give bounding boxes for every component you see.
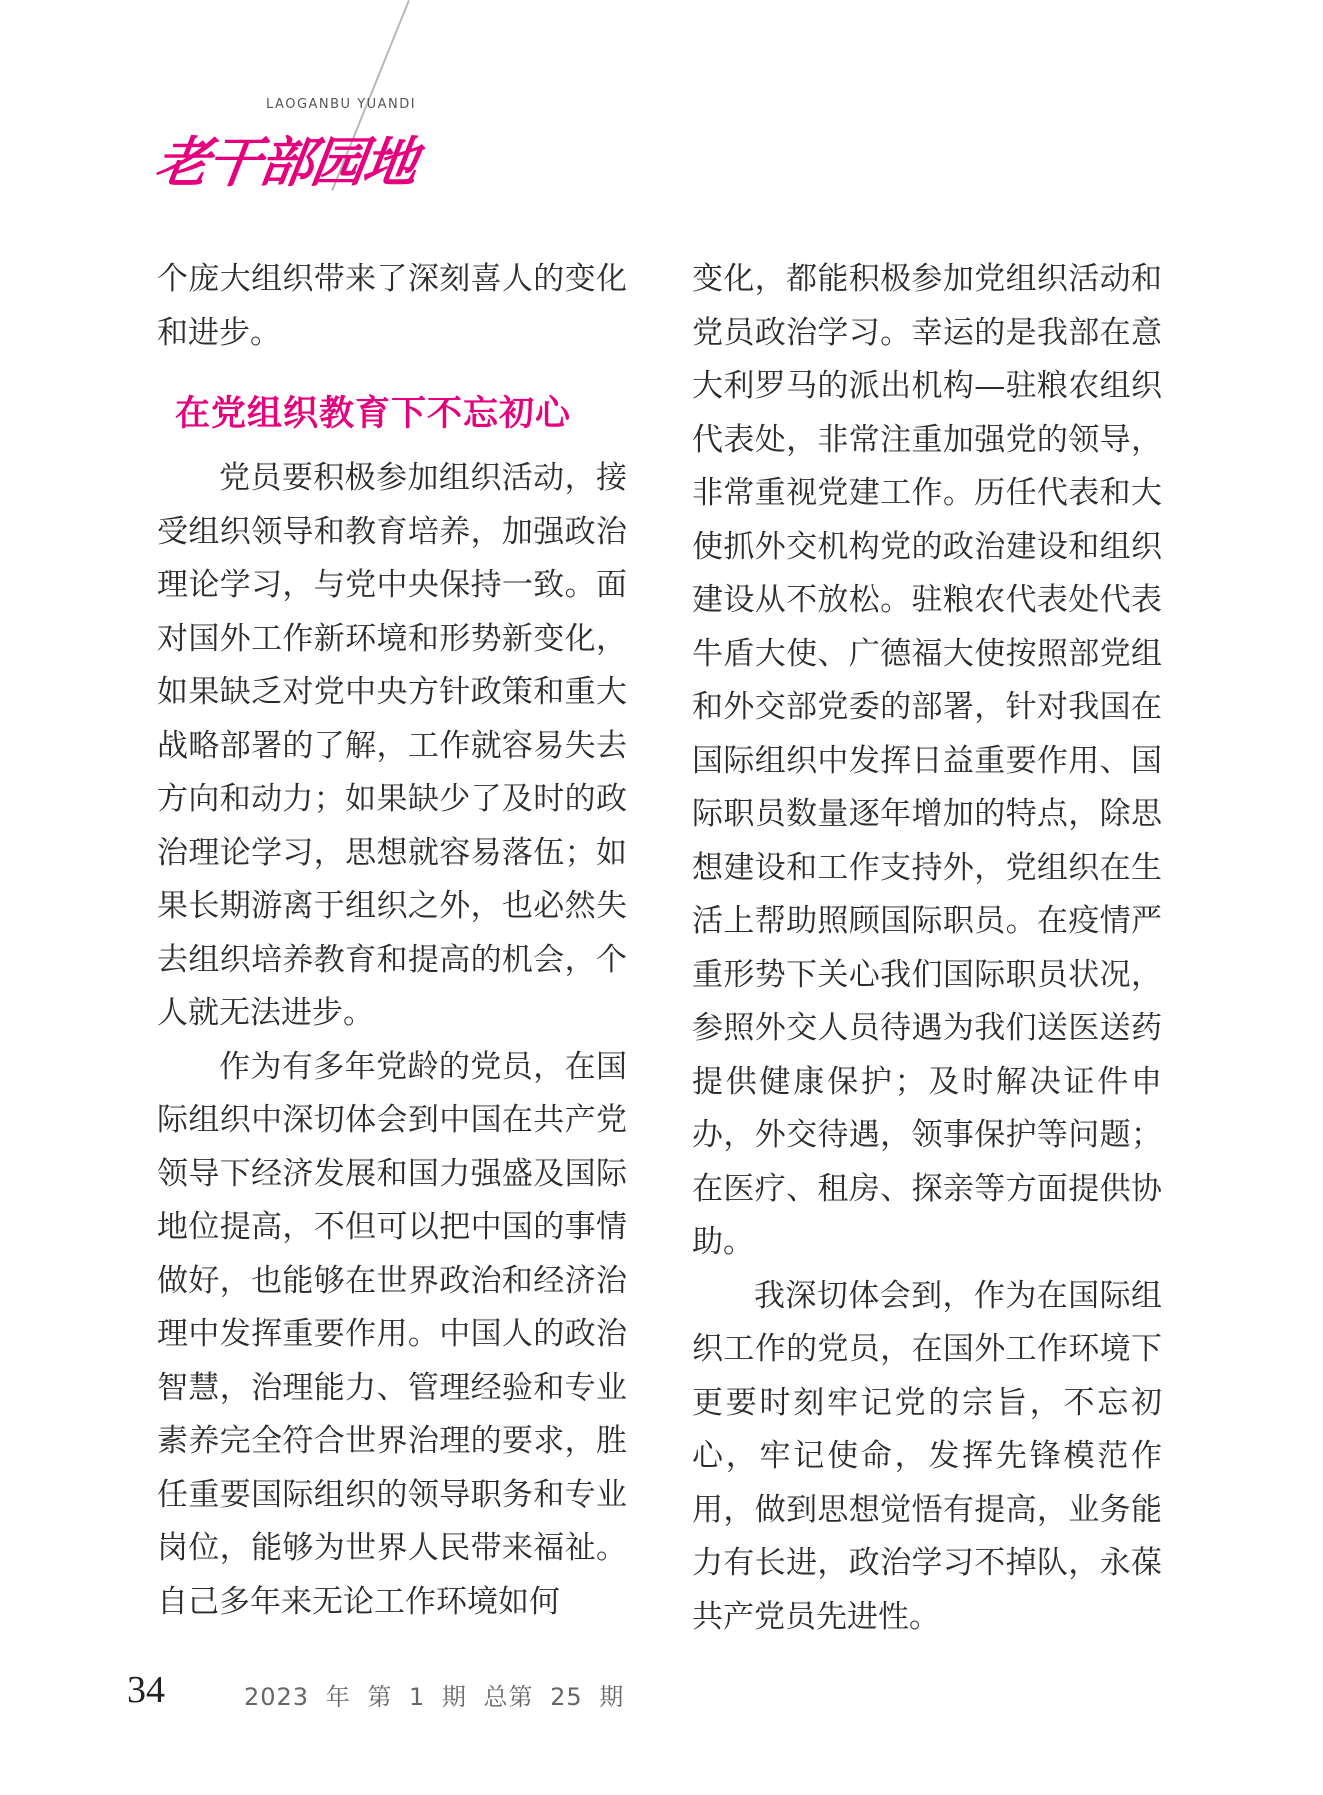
logo-english: LAOGANBU YUANDI (266, 97, 417, 112)
paragraph: 变化，都能积极参加党组织活动和党员政治学习。幸运的是我部在意大利罗马的派出机构—驻粮农组织代表处，非常注重加强党的领导，非常重视党建工作。历任代表和大使抓外交机构党的政治建设和组织建设从不放松。驻粮农代表处代表牛盾大使、广德福大使按照部党组和外交部党委的部署，针对我国在国际组织中发挥日益重要作用、国际职员数量逐年增加的特点，除思想建设和工作支持外，党组织在生活上帮助照顾国际职员。在疫情严重形势下关心我们国际职员状况，参照外交人员待遇为我们送医送药提供健康保护；及时解决证件申办，外交待遇，领事保护等问题；在医疗、租房、探亲等方面提供协助。 (692, 261, 1162, 1260)
left-column (157, 253, 627, 1629)
paragraph: 个庞大组织带来了深刻喜人的变化和进步。 (157, 261, 627, 351)
right-column (692, 253, 1162, 1644)
paragraph: 我深切体会到，作为在国际组织工作的党员，在国外工作环境下更要时刻牢记党的宗旨，不忘初心，牢记使命，发挥先锋模范作用，做到思想觉悟有提高，业务能力有长进，政治学习不掉队，永葆共产党员先进性。 (692, 1277, 1162, 1635)
paragraph: 党员要积极参加组织活动，接受组织领导和教育培养，加强政治理论学习，与党中央保持一致。面对国外工作新环境和形势新变化，如果缺乏对党中央方针政策和重大战略部署的了解，工作就容易失去方向和动力；如果缺少了及时的政治理论学习，思想就容易落伍；如果长期游离于组织之外，也必然失去组织培养教育和提高的机会，个人就无法进步。 (157, 460, 627, 1031)
issue-info: 2023 年 第 1 期 总第 25 期 (244, 1683, 625, 1711)
section-heading: 在党组织教育下不忘初心 (175, 394, 572, 434)
page-number: 34 (127, 1669, 165, 1711)
logo-calligraphy: 老干部园地 (151, 130, 421, 194)
paragraph: 作为有多年党龄的党员，在国际组织中深切体会到中国在共产党领导下经济发展和国力强盛及国际地位提高，不但可以把中国的事情做好，也能够在世界政治和经济治理中发挥重要作用。中国人的政治智慧，治理能力、管理经验和专业素养完全符合世界治理的要求，胜任重要国际组织的领导职务和专业岗位，能够为世界人民带来福祉。自己多年来无论工作环境如何 (157, 1048, 627, 1620)
